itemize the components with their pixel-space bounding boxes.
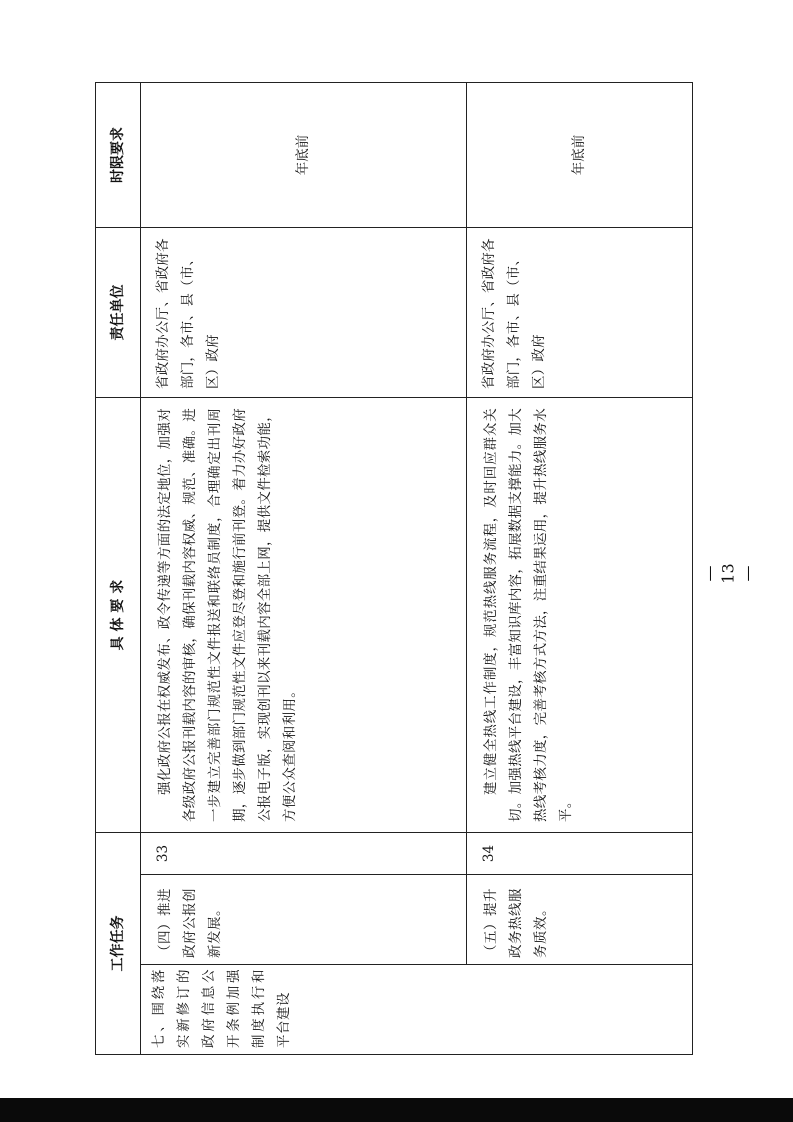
subtask-cell (467, 875, 693, 965)
deadline-cell (467, 83, 693, 228)
subtask-cell (141, 875, 467, 965)
category-text: 七、围绕落实新修订的政府信息公开条例加强制度执行和平台建设 (151, 969, 292, 1048)
deadline-cell (141, 83, 467, 228)
unit-text: 省政府办公厅、省政府各部门，各市、县（市、区）政府 (481, 238, 547, 389)
requirement-cell (467, 398, 693, 833)
header-unit: 责任单位 (96, 228, 141, 398)
header-requirement: 具 体 要 求 (96, 398, 141, 833)
subtask-text: （五）提升政务热线服务质效。 (483, 888, 549, 958)
deadline-text: 年底前 (571, 134, 587, 176)
task-table (95, 82, 693, 1055)
unit-cell (141, 228, 467, 398)
scan-border (0, 1098, 793, 1122)
header-row (96, 83, 141, 1055)
unit-text: 省政府办公厅、省政府各部门，各市、县（市、区）政府 (155, 238, 221, 389)
number-cell (141, 833, 467, 875)
rotated-page (95, 55, 695, 1055)
header-deadline: 时限要求 (96, 83, 141, 228)
header-task: 工作任务 (96, 833, 141, 1055)
category-cell (141, 965, 693, 1055)
number-cell (467, 833, 693, 875)
subtask-text: （四）推进政府公报创新发展。 (157, 888, 223, 958)
item-number: 33 (155, 844, 171, 863)
deadline-text: 年底前 (295, 134, 311, 176)
unit-cell (467, 228, 693, 398)
requirement-text: 建立健全热线工作制度，规范热线服务流程，及时回应群众关切。加强热线平台建设，丰富知识库内容，拓展数据支撑能力。加大热线考核力度，完善考核方式方法，注重结果运用，提升热线服务水平。 (483, 408, 574, 822)
item-number: 34 (481, 844, 497, 863)
requirement-cell (141, 398, 467, 833)
table-row (141, 83, 467, 1055)
requirement-text: 强化政府公报在权威发布、政令传递等方面的法定地位，加强对各级政府公报刊载内容的审核，确保刊载内容权威、规范、准确。进一步建立完善部门规范性文件报送和联络员制度，合理确定出刊周期，逐步做到部门规范性文件应登尽登和施行前刊登。着力办好政府公报电子版，实现创刊以来刊载内容全部上网，提供文件检索功能，方便公众查阅和利用。 (157, 408, 298, 822)
table-row (467, 83, 693, 1055)
page-number: — 13 — (699, 563, 757, 584)
